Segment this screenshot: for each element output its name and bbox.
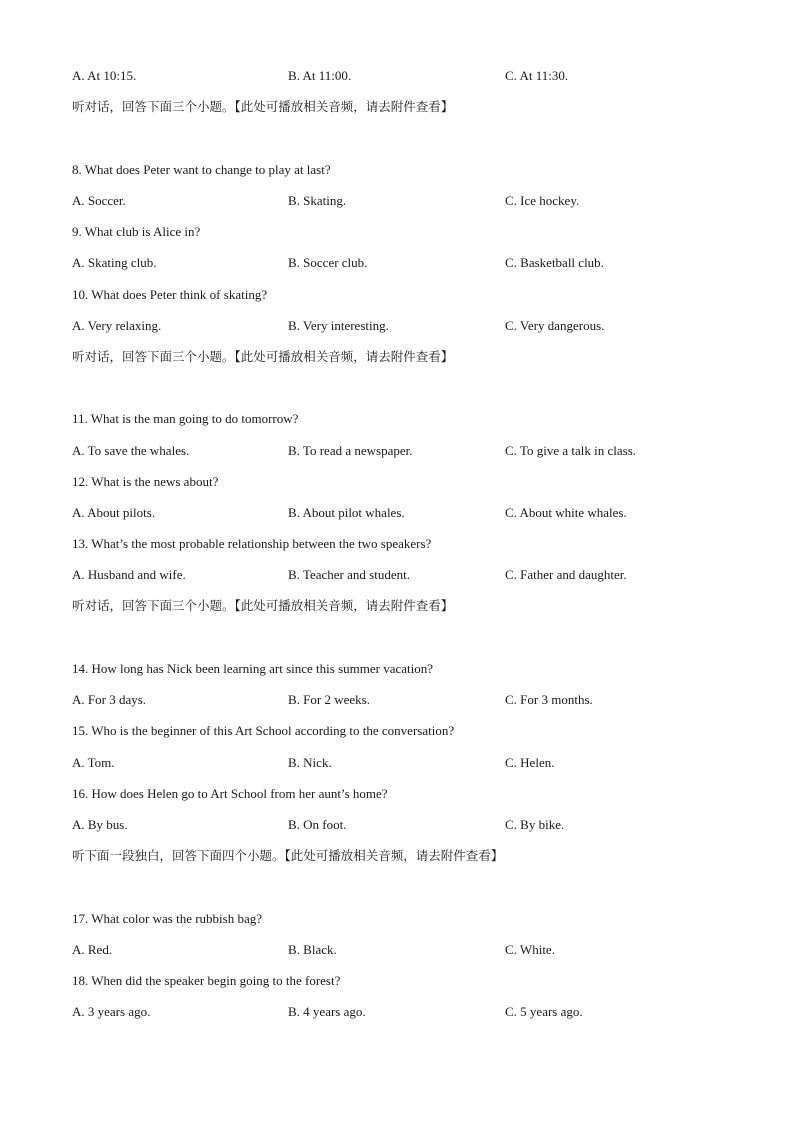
question-text: 18. When did the speaker begin going to the forest?: [72, 973, 341, 988]
option-c: C. 5 years ago.: [505, 1004, 583, 1019]
option-b: B. About pilot whales.: [288, 505, 405, 520]
option-c: C. Basketball club.: [505, 255, 604, 270]
option-a: A. Red.: [72, 942, 113, 957]
question-text: 17. What color was the rubbish bag?: [72, 911, 263, 926]
option-b: B. On foot.: [288, 817, 347, 832]
option-b: B. At 11:00.: [288, 68, 352, 83]
option-b: B. To read a newspaper.: [288, 443, 413, 458]
option-c: C. About white whales.: [505, 505, 627, 520]
option-c: C. At 11:30.: [505, 68, 569, 83]
question-text: 13. What’s the most probable relationship between the two speakers?: [72, 536, 432, 551]
option-c: C. By bike.: [505, 817, 565, 832]
option-c: C. Ice hockey.: [505, 193, 580, 208]
option-a: A. Very relaxing.: [72, 318, 162, 333]
option-a: A. About pilots.: [72, 505, 156, 520]
question-text: 15. Who is the beginner of this Art School according to the conversation?: [72, 723, 455, 738]
option-c: C. To give a talk in class.: [505, 443, 636, 458]
option-a: A. To save the whales.: [72, 443, 190, 458]
option-b: B. Skating.: [288, 193, 347, 208]
question-text: 11. What is the man going to do tomorrow?: [72, 411, 299, 426]
section-instruction: 听对话，回答下面三个小题。【此处可播放相关音频，请去附件查看】: [72, 349, 454, 364]
option-b: B. 4 years ago.: [288, 1004, 366, 1019]
section-instruction: 听下面一段独白，回答下面四个小题。【此处可播放相关音频，请去附件查看】: [72, 848, 504, 863]
option-b: B. Teacher and student.: [288, 567, 410, 582]
option-a: A. Soccer.: [72, 193, 126, 208]
question-text: 14. How long has Nick been learning art since this summer vacation?: [72, 661, 434, 676]
question-text: 16. How does Helen go to Art School from her aunt’s home?: [72, 786, 388, 801]
option-b: B. Very interesting.: [288, 318, 389, 333]
question-text: 8. What does Peter want to change to play at last?: [72, 162, 331, 177]
option-b: B. For 2 weeks.: [288, 692, 370, 707]
section-instruction: 听对话，回答下面三个小题。【此处可播放相关音频，请去附件查看】: [72, 598, 454, 613]
option-c: C. For 3 months.: [505, 692, 593, 707]
option-a: A. Tom.: [72, 755, 115, 770]
option-c: C. Father and daughter.: [505, 567, 627, 582]
option-c: C. White.: [505, 942, 555, 957]
option-a: A. For 3 days.: [72, 692, 147, 707]
question-text: 9. What club is Alice in?: [72, 224, 201, 239]
option-a: A. 3 years ago.: [72, 1004, 151, 1019]
option-a: A. Husband and wife.: [72, 567, 186, 582]
question-text: 10. What does Peter think of skating?: [72, 287, 268, 302]
option-b: B. Nick.: [288, 755, 332, 770]
option-c: C. Very dangerous.: [505, 318, 605, 333]
question-text: 12. What is the news about?: [72, 474, 219, 489]
option-a: A. At 10:15.: [72, 68, 137, 83]
option-b: B. Black.: [288, 942, 337, 957]
section-instruction: 听对话，回答下面三个小题。【此处可播放相关音频，请去附件查看】: [72, 99, 454, 114]
option-c: C. Helen.: [505, 755, 555, 770]
option-b: B. Soccer club.: [288, 255, 368, 270]
option-a: A. By bus.: [72, 817, 128, 832]
option-a: A. Skating club.: [72, 255, 157, 270]
